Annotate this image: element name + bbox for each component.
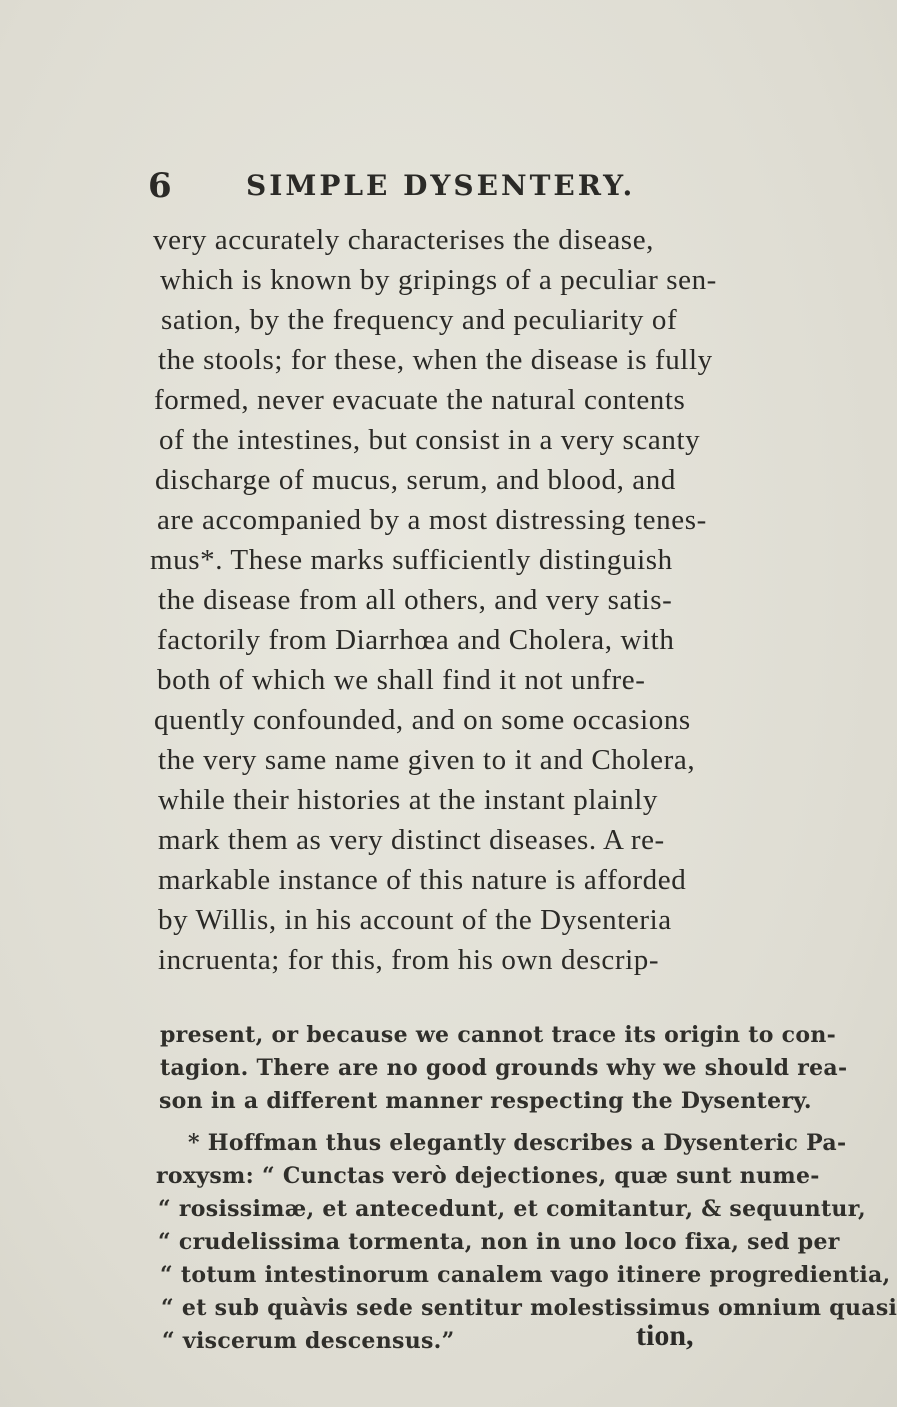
footnote-line: roxysm: “ Cunctas verò dejectiones, quæ sunt nume- (156, 1163, 820, 1189)
footnote-line: “ viscerum descensus.” (162, 1328, 455, 1354)
body-line: discharge of mucus, serum, and blood, and (155, 464, 676, 496)
running-title: SIMPLE DYSENTERY. (246, 169, 636, 202)
footnote-line: son in a different manner respecting the Dysentery. (159, 1088, 812, 1114)
body-line: the very same name given to it and Cholera, (158, 744, 696, 776)
body-line: markable instance of this nature is afforded (158, 864, 687, 896)
body-line: sation, by the frequency and peculiarity of (161, 304, 678, 336)
body-line: by Willis, in his account of the Dysenteria (158, 904, 672, 936)
footnote-line: * Hoffman thus elegantly describes a Dysenteric Pa- (188, 1130, 847, 1156)
body-line: incruenta; for this, from his own descrip- (158, 944, 660, 976)
body-line: both of which we shall find it not unfre- (157, 664, 646, 696)
body-line: the disease from all others, and very satis- (158, 584, 673, 616)
body-line: the stools; for these, when the disease is fully (158, 344, 713, 376)
footnote-line: “ crudelissima tormenta, non in uno loco fixa, sed per (158, 1229, 840, 1255)
body-line: formed, never evacuate the natural contents (154, 384, 686, 416)
footnote-line: “ totum intestinorum canalem vago itinere progredientia, (160, 1262, 891, 1288)
footnote-line: “ rosissimæ, et antecedunt, et comitantur, & sequuntur, (158, 1196, 866, 1222)
body-line: while their histories at the instant plainly (158, 784, 658, 816)
body-line: factorily from Diarrhœa and Cholera, with (157, 624, 675, 656)
body-line: very accurately characterises the disease, (153, 224, 655, 256)
running-head (148, 166, 768, 206)
footnote-line: present, or because we cannot trace its origin to con- (160, 1022, 837, 1048)
footnote-line: “ et sub quàvis sede sentitur molestissimus omnium quasi (161, 1295, 897, 1321)
body-line: mark them as very distinct diseases. A re- (158, 824, 665, 856)
body-line: of the intestines, but consist in a very scanty (159, 424, 701, 456)
catchword: tion, (636, 1319, 694, 1352)
body-line: quently confounded, and on some occasions (154, 704, 691, 736)
body-line: which is known by gripings of a peculiar sen- (160, 264, 717, 296)
body-line: are accompanied by a most distressing tenes- (157, 504, 707, 536)
page-number: 6 (148, 166, 172, 206)
footnote-line: tagion. There are no good grounds why we should rea- (160, 1055, 848, 1081)
body-line: mus*. These marks sufficiently distinguish (150, 544, 673, 576)
